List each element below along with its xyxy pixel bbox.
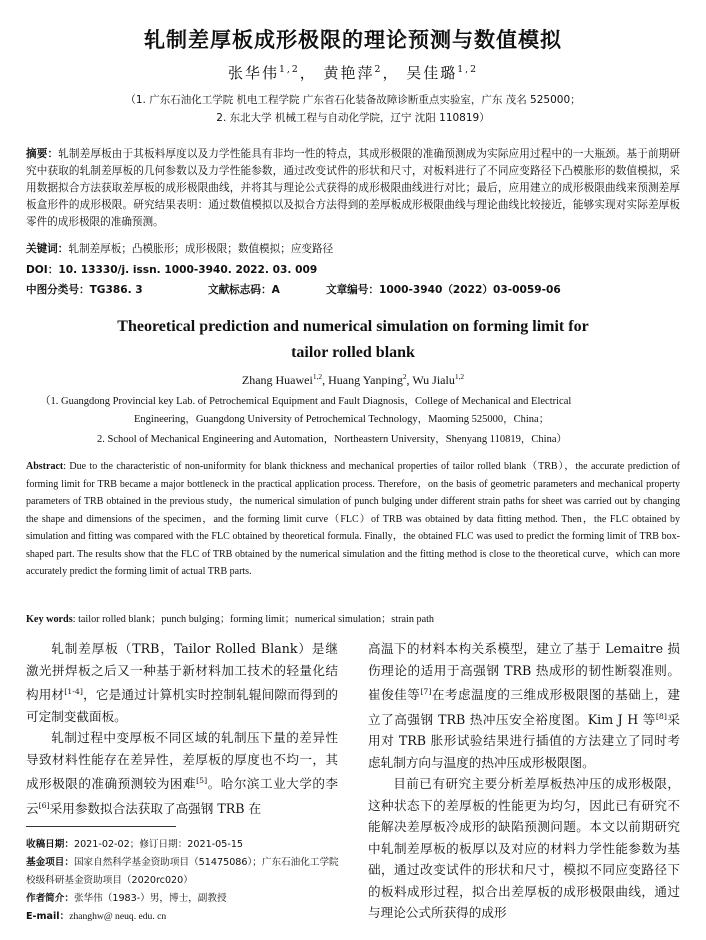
email: E-mail：zhanghw@ neuq. edu. cn [26,911,167,922]
affiliation-en-1: （1. Guangdong Provincial key Lab. of Petrochemical Equipment and Fault Diagnosis，College of Mechanical and Electrical [40,396,572,407]
doc-code: 文献标志码：A [208,284,280,296]
citation: [8] [655,711,667,721]
abstract-en-label: Abstract [26,461,64,472]
paragraph: 高温下的材料本构关系模型，建立了基于 Lemaitre 损伤理论的适用于高强钢 TRB 热成形的韧性断裂准则。崔俊佳等[7]在考虑温度的三维成形极限图的基础上，建立了高强钢 TRB 热冲压安全裕度图。Kim J H 等[8]采用对 TRB 胀形试验结果进行插值的方法建立了同时考虑轧制方向与温度的热冲压成形极限图。 [368,641,681,770]
keywords-en: Key words: tailor rolled blank；punch bulging；forming limit；numerical simulation；strain path [26,614,435,625]
abstract-en [26,458,680,581]
body-right-column [368,638,680,924]
abstract-en-text: : Due to the characteristic of non-uniformity for blank thickness and mechanical properties of tailor rolled blank（TRB），the accurate prediction of forming limit for TRB became a major bottleneck in the practical application process. Therefore，on the basis of geometric parameters and mechanical property parameters of TRB obtained in the previous study，the numerical simulation of punch bulging under different strain paths for sheet was carried out by changing the shape and dimensions of the specimen，and the forming limit curve（FLC）of TRB was obtained by data fitting method. Then，the FLC obtained by simulation and fitting was compared with the FLC obtained by theoretical formula. Finally，the obtained FLC was used to predict the forming limit of TRB box-shaped part. The results show that the FLC of TRB obtained by the numerical simulation and the fitting method is close to the theoretical curve，which can more accurately predict the forming limit of actual TRB parts. [26,461,680,577]
funding: 基金项目：国家自然科学基金资助项目（51475086）；广东石油化工学院校级科研基金资助项目（2020rc020） [26,857,339,886]
author-en-2: Huang Yanping$^2$ [328,372,407,387]
abstract-cn-label: 摘要： [26,148,59,160]
doi-line: DOI：10. 13330/j. issn. 1000-3940. 2022. 03. 009 [26,264,318,276]
footnote-divider [26,826,176,827]
title-cn: 轧制差厚板成形极限的理论预测与数值模拟 [144,27,562,52]
authors-en: Zhang Huawei$^{1,2}$, Huang Yanping$^2$, Wu Jialu$^{1,2}$ [241,372,465,387]
citation: [7] [420,687,432,696]
author-en-3: Wu Jialu$^{1,2}$ [412,372,465,387]
article-number: 文章编号：1000-3940（2022）03-0059-06 [326,284,561,296]
citation: [5] [196,776,208,786]
classification-line [26,282,680,299]
abstract-cn [26,146,680,231]
paragraph: 轧制过程中变厚板不同区域的轧制压下量的差异性导致材料性能存在差异性，差厚板的厚度也不均一，其成形极限的准确预测较为困难[5]。哈尔滨工业大学的李云[6]采用参数拟合法获取了高强钢 TRB 在 [26,730,339,817]
affiliation-en-2: 2. School of Mechanical Engineering and Automation，Northeastern University，Shenyang 110819，China） [97,434,567,445]
citation: [6] [38,800,50,810]
authors-cn: 张华伟$^{1,2}$， 黄艳萍$^2$， 吴佳璐$^{1,2}$ [227,64,479,82]
paragraph: 目前已有研究主要分析差厚板热冲压的成形极限，这种状态下的差厚板的性能更为均匀，因此已有研究不能解决差厚板冷成形的缺陷预测问题。本文以前期研究中轧制差厚板的板厚以及对应的材料力学性能参数为基础，通过改变试件的形状和尺寸，模拟不同应变路径下的板料成形过程，拟合出差厚板的成形极限曲线，通过与理论公式所获得的成形 [368,776,680,921]
abstract-cn-text: 轧制差厚板由于其板料厚度以及力学性能具有非均一性的特点，其成形极限的准确预测成为实际应用过程中的一大瓶颈。基于前期研究中获取的轧制差厚板的几何参数以及力学性能参数，通过改变试件的形状和尺寸，对板料进行了不同应变路径下凸模胀形的数值模拟，采用数据拟合方法获取差厚板的成形极限曲线，并将其与理论公式获得的成形极限曲线进行对比；最后，应用建立的成形极限曲线来预测差厚板盒形件的成形极限。研究结果表明：通过数值模拟以及拟合方法得到的差厚板成形极限曲线与理论曲线比较接近，能够实现对实际差厚板零件的成形极限的准确预测。 [26,148,680,228]
citation: [1-4] [64,687,83,696]
author-cn-3: 吴佳璐$^{1,2}$ [406,64,479,82]
affiliation-cn-2: 2. 东北大学 机械工程与自动化学院，辽宁 沈阳 110819） [216,112,490,124]
affiliation-cn-1: （1. 广东石油化工学院 机电工程学院 广东省石化装备故障诊断重点实验室，广东 茂名 525000； [125,94,581,106]
footnotes [26,836,346,926]
title-en: Theoretical prediction and numerical simulation on forming limit for tailor rolled blank [117,318,589,361]
author-en-1: Zhang Huawei$^{1,2}$ [241,372,323,387]
author-bio: 作者简介：张华伟（1983-）男，博士，副教授 [26,893,227,904]
keywords-cn: 关键词：轧制差厚板；凸模胀形；成形极限；数值模拟；应变路径 [26,243,334,255]
author-cn-2: 黄艳萍$^2$ [323,64,383,82]
affiliation-en-1-cont: Engineering，Guangdong University of Petrochemical Technology，Maoming 525000，China； [134,414,550,425]
received-date: 收稿日期：2021-02-02；修订日期：2021-05-15 [26,839,244,850]
body-left-column [26,638,338,820]
clc-number: 中图分类号：TG386. 3 [26,284,143,296]
author-cn-1: 张华伟$^{1,2}$ [227,64,300,82]
paragraph: 轧制差厚板（TRB，Tailor Rolled Blank）是继激光拼焊板之后又一种基于新材料加工技术的轻量化结构用材[1-4]，它是通过计算机实时控制轧辊间隙而得到的可定制变截面板。 [26,641,339,724]
